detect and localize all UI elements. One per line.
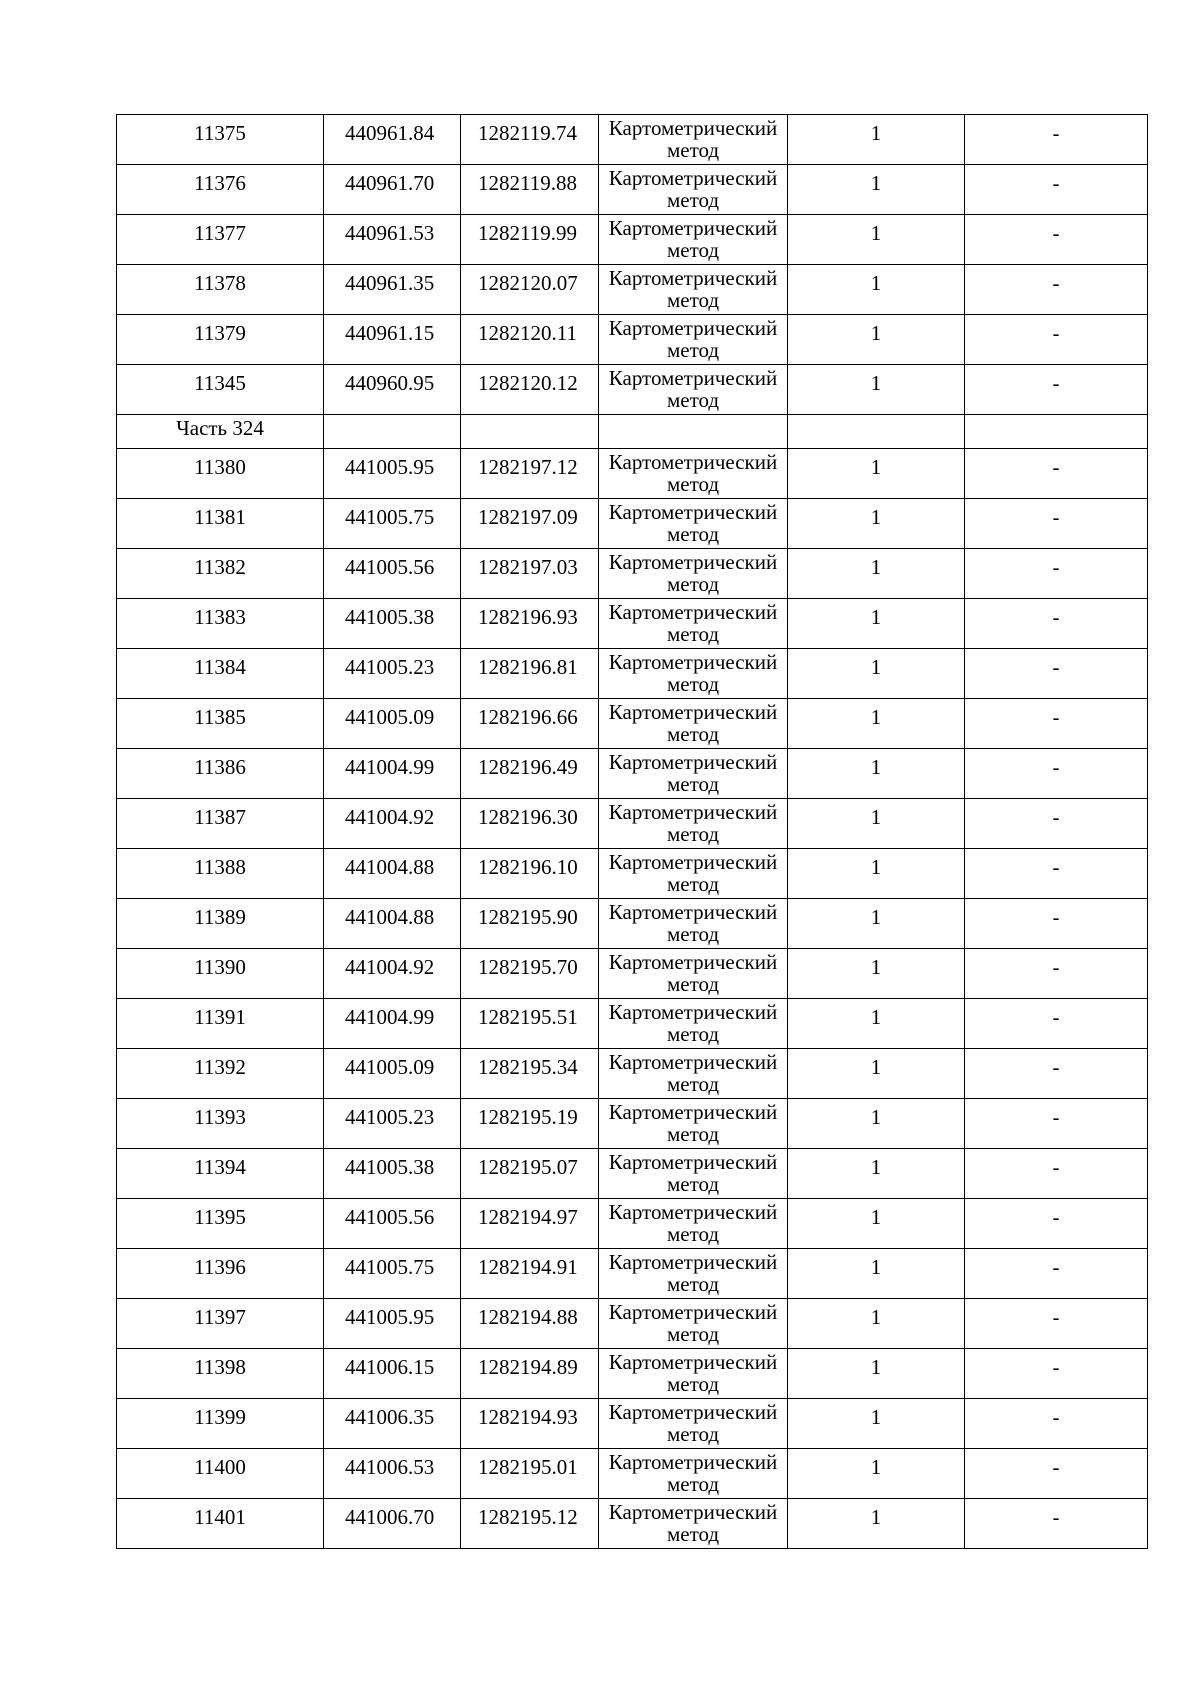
- accuracy: 1: [788, 599, 965, 649]
- table-row: [117, 649, 1148, 699]
- accuracy: 1: [788, 1249, 965, 1299]
- table-row: [117, 1049, 1148, 1099]
- point-number: 11345: [117, 365, 324, 415]
- coord-x: 441005.75: [324, 499, 461, 549]
- accuracy: 1: [788, 949, 965, 999]
- accuracy: 1: [788, 1349, 965, 1399]
- point-number: 11383: [117, 599, 324, 649]
- method: Картометрический метод: [599, 1149, 788, 1199]
- coord-y: 1282120.07: [461, 265, 599, 315]
- empty-cell: [324, 415, 461, 449]
- note: -: [965, 265, 1148, 315]
- method: Картометрический метод: [599, 1499, 788, 1549]
- coord-y: 1282195.90: [461, 899, 599, 949]
- method: Картометрический метод: [599, 899, 788, 949]
- accuracy: 1: [788, 449, 965, 499]
- note: -: [965, 365, 1148, 415]
- note: -: [965, 115, 1148, 165]
- method: Картометрический метод: [599, 649, 788, 699]
- method: Картометрический метод: [599, 215, 788, 265]
- coord-x: 440961.15: [324, 315, 461, 365]
- coord-x: 441004.88: [324, 899, 461, 949]
- note: -: [965, 449, 1148, 499]
- point-number: 11378: [117, 265, 324, 315]
- point-number: 11379: [117, 315, 324, 365]
- table-row: [117, 115, 1148, 165]
- point-number: 11388: [117, 849, 324, 899]
- accuracy: 1: [788, 849, 965, 899]
- point-number: 11393: [117, 1099, 324, 1149]
- coord-x: 441006.53: [324, 1449, 461, 1499]
- table-row: [117, 1099, 1148, 1149]
- note: -: [965, 1349, 1148, 1399]
- table-row: [117, 1349, 1148, 1399]
- point-number: 11394: [117, 1149, 324, 1199]
- method: Картометрический метод: [599, 699, 788, 749]
- table-row: [117, 1449, 1148, 1499]
- coord-x: 441005.38: [324, 1149, 461, 1199]
- coordinates-table: [116, 114, 1148, 1549]
- coord-y: 1282120.12: [461, 365, 599, 415]
- note: -: [965, 599, 1148, 649]
- method: Картометрический метод: [599, 1199, 788, 1249]
- accuracy: 1: [788, 899, 965, 949]
- table-row: [117, 499, 1148, 549]
- part-header: [117, 415, 1148, 449]
- accuracy: 1: [788, 1449, 965, 1499]
- coord-y: 1282197.03: [461, 549, 599, 599]
- table-body-after: [117, 449, 1148, 1549]
- coord-y: 1282196.93: [461, 599, 599, 649]
- table-body-before: [117, 115, 1148, 415]
- coord-y: 1282120.11: [461, 315, 599, 365]
- note: -: [965, 649, 1148, 699]
- note: -: [965, 899, 1148, 949]
- point-number: 11382: [117, 549, 324, 599]
- table-row: [117, 599, 1148, 649]
- accuracy: 1: [788, 1399, 965, 1449]
- coord-y: 1282196.66: [461, 699, 599, 749]
- coord-x: 441005.38: [324, 599, 461, 649]
- coord-y: 1282195.07: [461, 1149, 599, 1199]
- point-number: 11384: [117, 649, 324, 699]
- method: Картометрический метод: [599, 365, 788, 415]
- note: -: [965, 699, 1148, 749]
- accuracy: 1: [788, 115, 965, 165]
- accuracy: 1: [788, 699, 965, 749]
- coord-y: 1282194.93: [461, 1399, 599, 1449]
- coord-y: 1282197.12: [461, 449, 599, 499]
- accuracy: 1: [788, 1199, 965, 1249]
- method: Картометрический метод: [599, 1349, 788, 1399]
- accuracy: 1: [788, 499, 965, 549]
- table-row: [117, 1299, 1148, 1349]
- table-row: [117, 899, 1148, 949]
- coord-x: 441006.15: [324, 1349, 461, 1399]
- table-row: [117, 1199, 1148, 1249]
- coord-y: 1282194.88: [461, 1299, 599, 1349]
- accuracy: 1: [788, 1299, 965, 1349]
- method: Картометрический метод: [599, 799, 788, 849]
- table-row: [117, 749, 1148, 799]
- method: Картометрический метод: [599, 265, 788, 315]
- method: Картометрический метод: [599, 1299, 788, 1349]
- method: Картометрический метод: [599, 999, 788, 1049]
- coord-y: 1282194.97: [461, 1199, 599, 1249]
- point-number: 11381: [117, 499, 324, 549]
- coord-x: 441004.88: [324, 849, 461, 899]
- coord-y: 1282194.91: [461, 1249, 599, 1299]
- method: Картометрический метод: [599, 1449, 788, 1499]
- coord-y: 1282196.49: [461, 749, 599, 799]
- coord-y: 1282194.89: [461, 1349, 599, 1399]
- accuracy: 1: [788, 1099, 965, 1149]
- coord-y: 1282195.70: [461, 949, 599, 999]
- point-number: 11376: [117, 165, 324, 215]
- note: -: [965, 1449, 1148, 1499]
- coord-y: 1282195.12: [461, 1499, 599, 1549]
- coord-x: 441004.99: [324, 749, 461, 799]
- note: -: [965, 1299, 1148, 1349]
- method: Картометрический метод: [599, 1049, 788, 1099]
- coord-y: 1282195.01: [461, 1449, 599, 1499]
- table-row: [117, 849, 1148, 899]
- note: -: [965, 1499, 1148, 1549]
- point-number: 11386: [117, 749, 324, 799]
- table-row: [117, 1399, 1148, 1449]
- note: -: [965, 749, 1148, 799]
- accuracy: 1: [788, 265, 965, 315]
- accuracy: 1: [788, 999, 965, 1049]
- coord-y: 1282119.88: [461, 165, 599, 215]
- point-number: 11390: [117, 949, 324, 999]
- coord-x: 440961.53: [324, 215, 461, 265]
- coord-x: 441005.23: [324, 1099, 461, 1149]
- point-number: 11400: [117, 1449, 324, 1499]
- method: Картометрический метод: [599, 115, 788, 165]
- method: Картометрический метод: [599, 1399, 788, 1449]
- note: -: [965, 215, 1148, 265]
- table-row: [117, 215, 1148, 265]
- coord-x: 441005.09: [324, 1049, 461, 1099]
- note: -: [965, 799, 1148, 849]
- coord-x: 441005.95: [324, 1299, 461, 1349]
- table-row: [117, 549, 1148, 599]
- table-row: [117, 315, 1148, 365]
- coord-x: 441004.92: [324, 949, 461, 999]
- coord-y: 1282119.99: [461, 215, 599, 265]
- coord-y: 1282196.81: [461, 649, 599, 699]
- coord-y: 1282196.10: [461, 849, 599, 899]
- coord-y: 1282119.74: [461, 115, 599, 165]
- note: -: [965, 1049, 1148, 1099]
- method: Картометрический метод: [599, 315, 788, 365]
- method: Картометрический метод: [599, 449, 788, 499]
- table-row: [117, 999, 1148, 1049]
- coord-x: 441005.56: [324, 1199, 461, 1249]
- coord-x: 441005.09: [324, 699, 461, 749]
- table-row: [117, 949, 1148, 999]
- note: -: [965, 499, 1148, 549]
- part-label: Часть 324: [117, 415, 324, 449]
- coord-y: 1282195.19: [461, 1099, 599, 1149]
- accuracy: 1: [788, 799, 965, 849]
- empty-cell: [599, 415, 788, 449]
- method: Картометрический метод: [599, 1249, 788, 1299]
- table-row: [117, 365, 1148, 415]
- point-number: 11396: [117, 1249, 324, 1299]
- point-number: 11401: [117, 1499, 324, 1549]
- note: -: [965, 999, 1148, 1049]
- point-number: 11377: [117, 215, 324, 265]
- table-row: [117, 449, 1148, 499]
- note: -: [965, 1399, 1148, 1449]
- note: -: [965, 165, 1148, 215]
- method: Картометрический метод: [599, 749, 788, 799]
- method: Картометрический метод: [599, 949, 788, 999]
- table-row: [117, 699, 1148, 749]
- accuracy: 1: [788, 649, 965, 699]
- coord-x: 440961.84: [324, 115, 461, 165]
- method: Картометрический метод: [599, 549, 788, 599]
- method: Картометрический метод: [599, 165, 788, 215]
- accuracy: 1: [788, 749, 965, 799]
- coord-x: 441005.56: [324, 549, 461, 599]
- empty-cell: [965, 415, 1148, 449]
- point-number: 11385: [117, 699, 324, 749]
- note: -: [965, 849, 1148, 899]
- note: -: [965, 1199, 1148, 1249]
- coord-y: 1282195.51: [461, 999, 599, 1049]
- note: -: [965, 1099, 1148, 1149]
- note: -: [965, 549, 1148, 599]
- part-row: [117, 415, 1148, 449]
- empty-cell: [788, 415, 965, 449]
- table-row: [117, 1249, 1148, 1299]
- coord-x: 441006.70: [324, 1499, 461, 1549]
- coord-x: 441005.75: [324, 1249, 461, 1299]
- accuracy: 1: [788, 1049, 965, 1099]
- point-number: 11375: [117, 115, 324, 165]
- coord-x: 441005.95: [324, 449, 461, 499]
- accuracy: 1: [788, 549, 965, 599]
- coord-x: 440961.70: [324, 165, 461, 215]
- coord-x: 440961.35: [324, 265, 461, 315]
- empty-cell: [461, 415, 599, 449]
- point-number: 11391: [117, 999, 324, 1049]
- coord-x: 441004.99: [324, 999, 461, 1049]
- point-number: 11387: [117, 799, 324, 849]
- coord-y: 1282195.34: [461, 1049, 599, 1099]
- accuracy: 1: [788, 365, 965, 415]
- coord-x: 441004.92: [324, 799, 461, 849]
- point-number: 11389: [117, 899, 324, 949]
- table-row: [117, 799, 1148, 849]
- point-number: 11398: [117, 1349, 324, 1399]
- accuracy: 1: [788, 315, 965, 365]
- point-number: 11380: [117, 449, 324, 499]
- accuracy: 1: [788, 1499, 965, 1549]
- coord-x: 441006.35: [324, 1399, 461, 1449]
- table-row: [117, 165, 1148, 215]
- point-number: 11392: [117, 1049, 324, 1099]
- note: -: [965, 1149, 1148, 1199]
- method: Картометрический метод: [599, 599, 788, 649]
- method: Картометрический метод: [599, 849, 788, 899]
- point-number: 11399: [117, 1399, 324, 1449]
- note: -: [965, 1249, 1148, 1299]
- coord-y: 1282197.09: [461, 499, 599, 549]
- point-number: 11395: [117, 1199, 324, 1249]
- table-row: [117, 1499, 1148, 1549]
- method: Картометрический метод: [599, 499, 788, 549]
- table-row: [117, 1149, 1148, 1199]
- note: -: [965, 315, 1148, 365]
- accuracy: 1: [788, 215, 965, 265]
- coord-x: 440960.95: [324, 365, 461, 415]
- point-number: 11397: [117, 1299, 324, 1349]
- note: -: [965, 949, 1148, 999]
- coord-y: 1282196.30: [461, 799, 599, 849]
- coord-x: 441005.23: [324, 649, 461, 699]
- accuracy: 1: [788, 165, 965, 215]
- accuracy: 1: [788, 1149, 965, 1199]
- method: Картометрический метод: [599, 1099, 788, 1149]
- table-row: [117, 265, 1148, 315]
